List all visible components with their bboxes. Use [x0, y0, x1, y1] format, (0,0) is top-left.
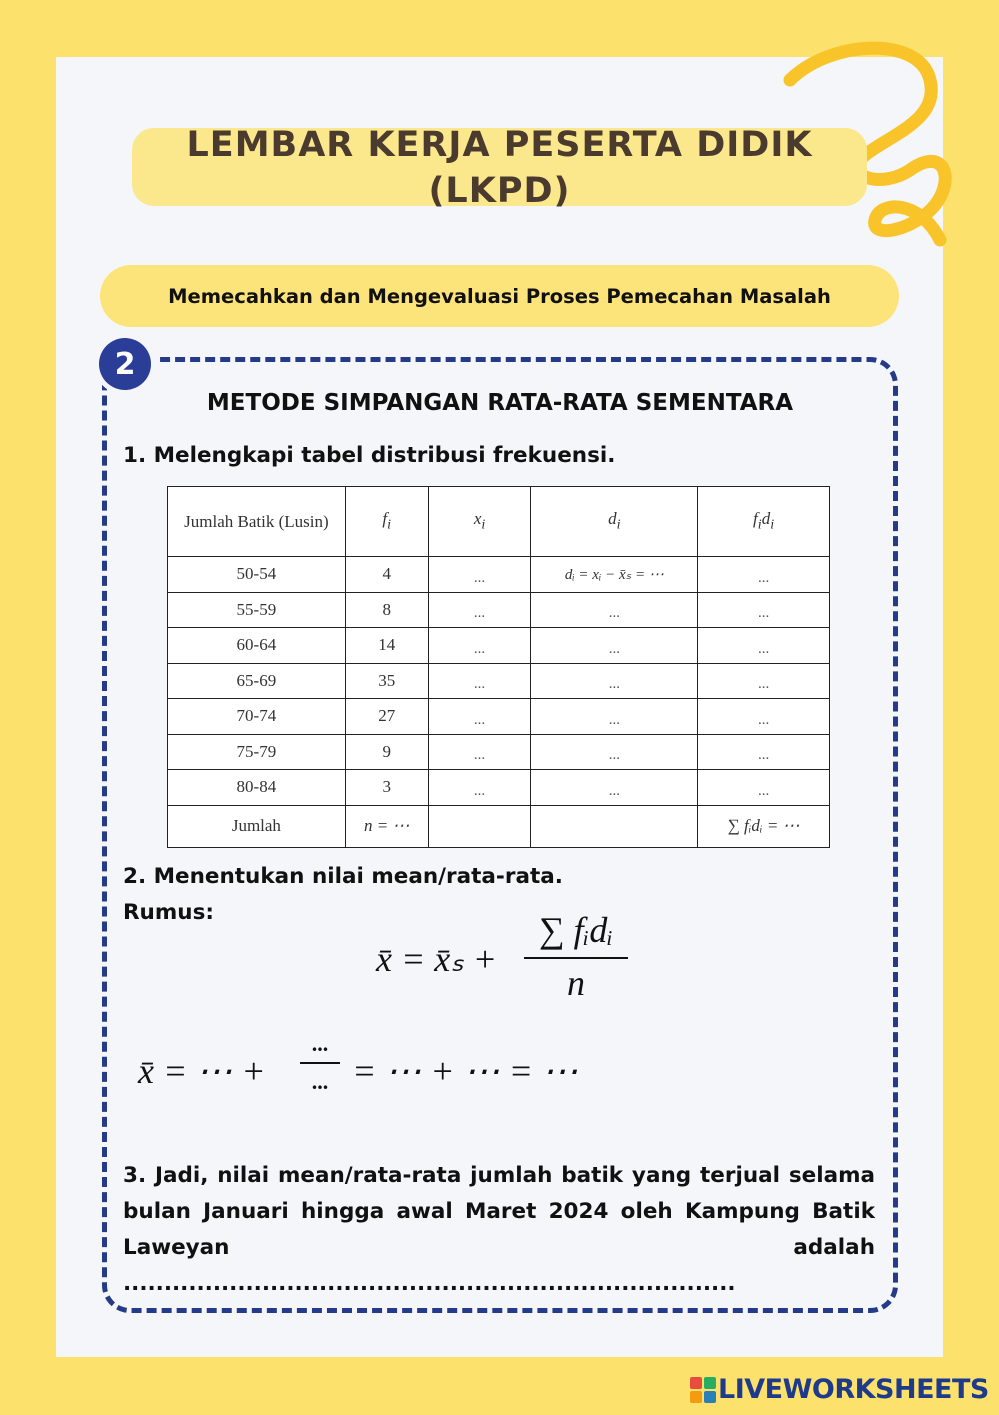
work-fraction [300, 1030, 340, 1096]
formula-lhs: x̄ = x̄ₛ + [376, 939, 497, 979]
cell-di[interactable]: ... [531, 734, 698, 770]
cell-fi: 8 [345, 592, 428, 628]
cell-fi: 35 [345, 663, 428, 699]
table-row [168, 663, 830, 699]
work-numerator[interactable]: ... [311, 1031, 329, 1056]
cell-class: 65-69 [168, 663, 346, 699]
table-row [168, 592, 830, 628]
header-xi-main: x [473, 508, 482, 528]
table-row [168, 628, 830, 664]
cell-total-label: Jumlah [168, 805, 346, 847]
step-2-instruction: 2. Menentukan nilai mean/rata-rata. [123, 864, 563, 889]
cell-di[interactable]: ... [531, 699, 698, 735]
cell-di[interactable]: ... [531, 663, 698, 699]
work-rhs[interactable]: = ⋯ + ⋯ = ⋯ [352, 1051, 578, 1091]
header-xi-sub: i [481, 516, 486, 533]
header-fidi-d: d [761, 508, 771, 528]
logo-text: LIVEWORKSHEETS [718, 1374, 989, 1405]
section-number: 2 [99, 338, 151, 390]
header-fidi-sub2: i [770, 516, 775, 533]
cell-total-n[interactable]: n = ⋯ [345, 805, 428, 847]
mean-formula [376, 905, 636, 1005]
cell-class: 55-59 [168, 592, 346, 628]
cell-xi[interactable]: ... [428, 592, 531, 628]
formula-denominator: n [567, 963, 585, 1003]
table-row [168, 734, 830, 770]
header-di-main: d [608, 508, 617, 528]
table-row [168, 557, 830, 593]
subtitle-text: Memecahkan dan Mengevaluasi Proses Pemecahan Masalah [168, 284, 831, 308]
header-fi-sub: i [387, 516, 392, 533]
cell-xi[interactable]: ... [428, 734, 531, 770]
header-class: Jumlah Batik (Lusin) [168, 487, 346, 557]
subtitle-pill [100, 265, 899, 327]
cell-di-formula[interactable]: dᵢ = xᵢ − x̄ₛ = ⋯ [531, 557, 698, 593]
table-total-row [168, 805, 830, 847]
table-row [168, 699, 830, 735]
cell-total-empty-di [531, 805, 698, 847]
header-fidi [698, 487, 830, 557]
cell-xi[interactable]: ... [428, 770, 531, 806]
cell-xi[interactable]: ... [428, 557, 531, 593]
section-heading: METODE SIMPANGAN RATA-RATA SEMENTARA [206, 390, 794, 416]
cell-di[interactable]: ... [531, 770, 698, 806]
cell-fidi[interactable]: ... [698, 699, 830, 735]
cell-fidi[interactable]: ... [698, 770, 830, 806]
cell-class: 75-79 [168, 734, 346, 770]
header-fidi-f: f [753, 508, 758, 528]
cell-class: 70-74 [168, 699, 346, 735]
liveworksheets-logo [690, 1374, 989, 1405]
cell-fi: 9 [345, 734, 428, 770]
cell-di[interactable]: ... [531, 592, 698, 628]
cell-fi: 14 [345, 628, 428, 664]
cell-xi[interactable]: ... [428, 628, 531, 664]
table-header-row [168, 487, 830, 557]
cell-di[interactable]: ... [531, 628, 698, 664]
page-title: LEMBAR KERJA PESERTA DIDIK (LKPD) [186, 125, 813, 211]
cell-class: 50-54 [168, 557, 346, 593]
header-di-sub: i [616, 516, 621, 533]
work-denominator[interactable]: ... [311, 1069, 329, 1094]
cell-xi[interactable]: ... [428, 699, 531, 735]
frequency-table [167, 486, 830, 848]
cell-fidi[interactable]: ... [698, 628, 830, 664]
cell-class: 60-64 [168, 628, 346, 664]
cell-xi[interactable]: ... [428, 663, 531, 699]
cell-fidi[interactable]: ... [698, 592, 830, 628]
cell-fidi[interactable]: ... [698, 734, 830, 770]
mean-calculation [138, 1030, 638, 1120]
header-fidi-sub1: i [757, 516, 762, 533]
fraction-bar [524, 957, 628, 959]
formula-fraction [524, 905, 628, 1005]
cell-total-sum[interactable]: ∑ fᵢdᵢ = ⋯ [698, 805, 830, 847]
cell-fi: 27 [345, 699, 428, 735]
cell-fi: 4 [345, 557, 428, 593]
step-1-instruction: 1. Melengkapi tabel distribusi frekuensi. [123, 443, 616, 468]
formula-numerator: ∑ fᵢdᵢ [538, 910, 614, 950]
header-di [531, 487, 698, 557]
cell-fi: 3 [345, 770, 428, 806]
cell-fidi[interactable]: ... [698, 557, 830, 593]
section-number-badge [94, 333, 156, 395]
step-3-conclusion: 3. Jadi, nilai mean/rata-rata jumlah batik yang terjual selama bulan Januari hingga awal Maret 2024 oleh Kampung Batik Laweyan adalah ........................................................................... [123, 1163, 875, 1296]
cell-class: 80-84 [168, 770, 346, 806]
logo-mark-icon [690, 1377, 716, 1403]
work-fraction-bar [300, 1062, 340, 1064]
table-row [168, 770, 830, 806]
cell-total-empty-xi [428, 805, 531, 847]
formula-label: Rumus: [123, 900, 214, 925]
header-xi [428, 487, 531, 557]
header-fi-main: f [382, 508, 388, 528]
header-fi [345, 487, 428, 557]
cell-fidi[interactable]: ... [698, 663, 830, 699]
work-lhs: x̄ = ⋯ + [138, 1051, 266, 1091]
